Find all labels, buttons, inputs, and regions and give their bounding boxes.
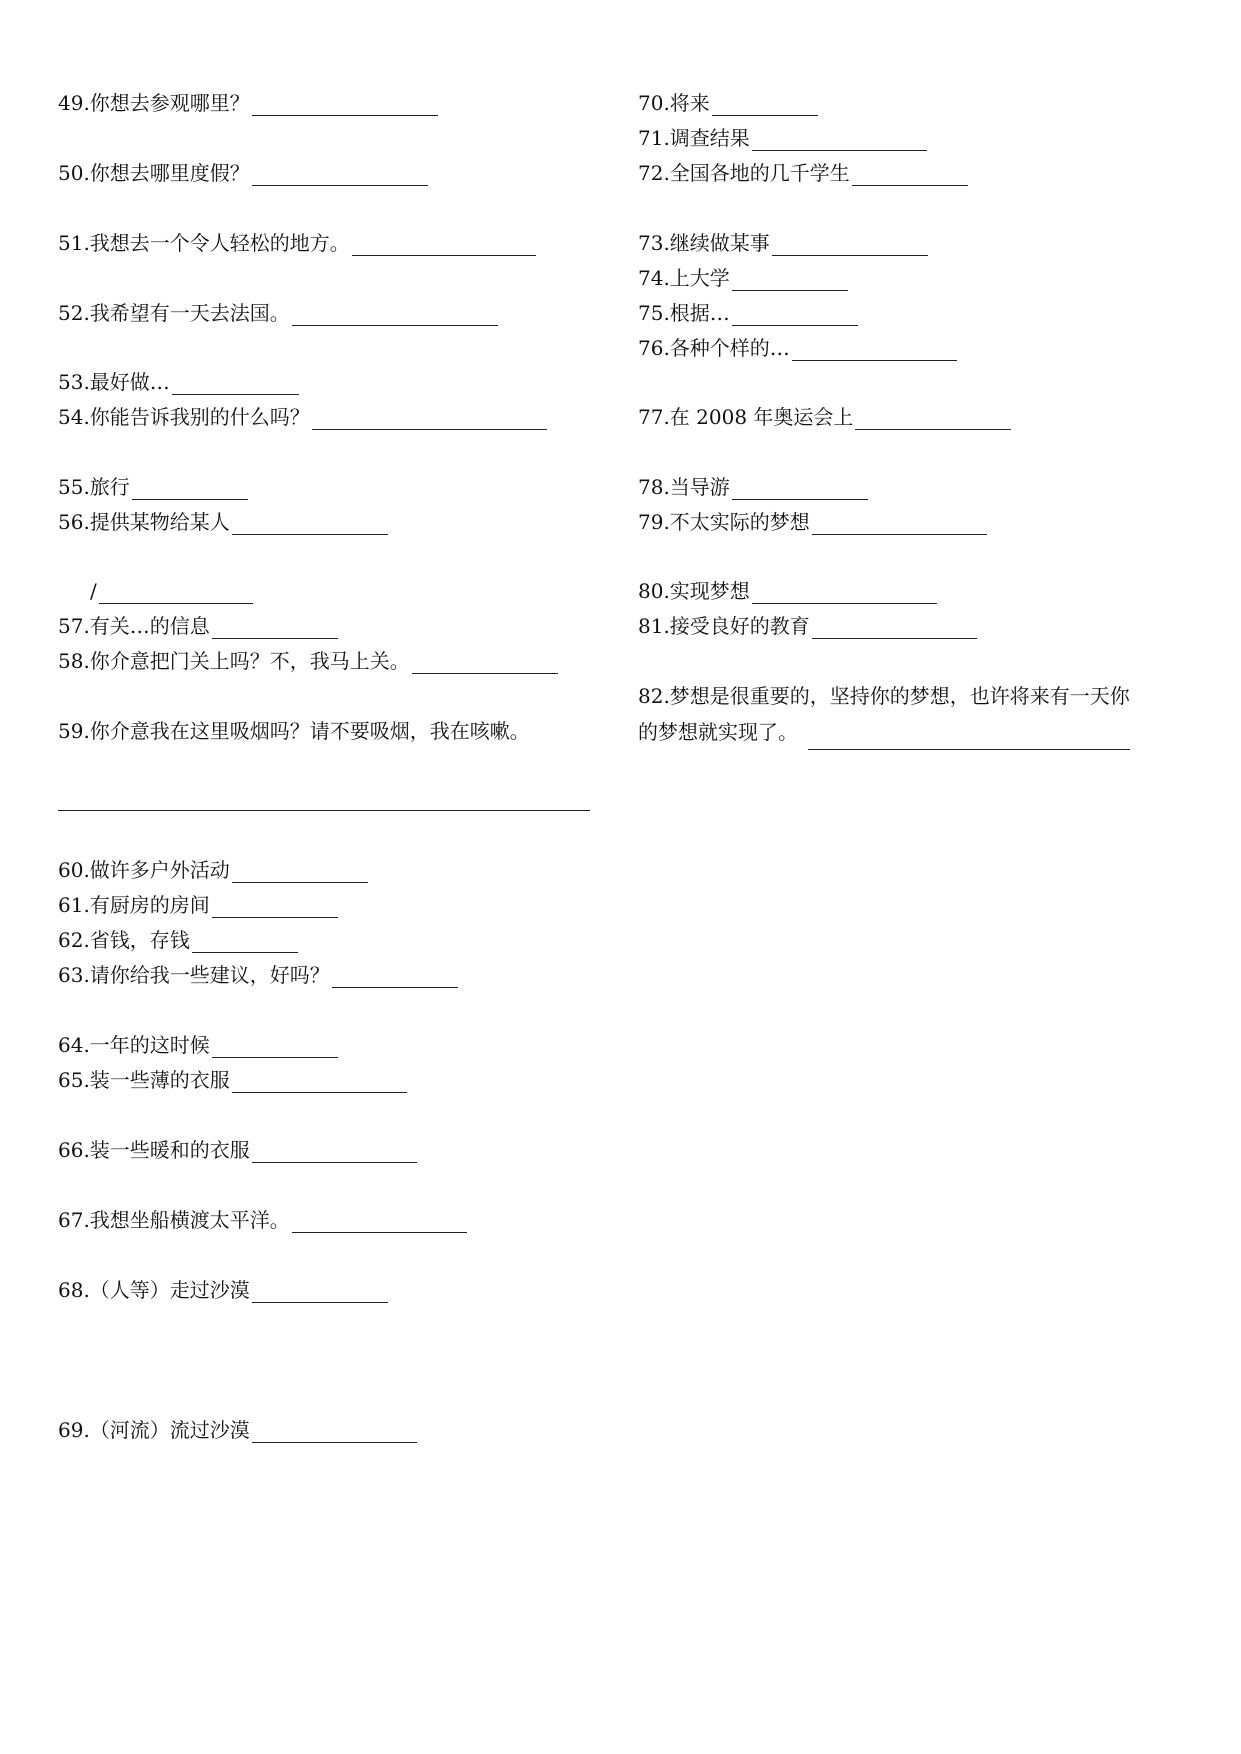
answer-blank[interactable] [332, 965, 458, 988]
answer-blank[interactable] [312, 407, 547, 430]
question-61 [58, 892, 338, 918]
question-text: 64.一年的这时候 [58, 1033, 210, 1057]
question-70 [638, 90, 818, 116]
answer-blank[interactable] [808, 727, 1130, 750]
question-text: 73.继续做某事 [638, 231, 770, 255]
question-text: 79.不太实际的梦想 [638, 510, 810, 534]
answer-blank[interactable] [212, 1035, 338, 1058]
question-66 [58, 1137, 417, 1163]
question-text: 58.你介意把门关上吗？不，我马上关。 [58, 649, 410, 673]
question-text: 51.我想去一个令人轻松的地方。 [58, 231, 350, 255]
question-60 [58, 857, 368, 883]
question-52 [58, 300, 498, 326]
question-59 [58, 718, 530, 744]
answer-blank[interactable] [252, 1140, 417, 1163]
question-text: 54.你能告诉我别的什么吗？ [58, 405, 310, 429]
question-72 [638, 160, 968, 186]
question-74 [638, 265, 848, 291]
answer-blank[interactable] [412, 651, 558, 674]
question-text-line2: 的梦想就实现了。 [638, 720, 798, 744]
question-text: 68.（人等）走过沙漠 [58, 1278, 250, 1302]
question-text: 65.装一些薄的衣服 [58, 1068, 230, 1092]
question-text: 55.旅行 [58, 475, 130, 499]
question-64 [58, 1032, 338, 1058]
question-text: 59.你介意我在这里吸烟吗？请不要吸烟，我在咳嗽。 [58, 719, 530, 743]
slash-separator: / [90, 579, 97, 603]
question-71 [638, 125, 927, 151]
answer-blank[interactable] [192, 930, 298, 953]
question-text: 81.接受良好的教育 [638, 614, 810, 638]
question-65 [58, 1067, 407, 1093]
question-text: 71.调查结果 [638, 126, 750, 150]
question-text: 76.各种个样的… [638, 336, 790, 360]
answer-blank[interactable] [232, 512, 388, 535]
question-text: 72.全国各地的几千学生 [638, 161, 850, 185]
question-text: 49.你想去参观哪里？ [58, 91, 250, 115]
question-80 [638, 578, 937, 604]
question-55 [58, 474, 248, 500]
question-text: 67.我想坐船横渡太平洋。 [58, 1208, 290, 1232]
answer-blank[interactable] [172, 372, 299, 395]
question-text: 78.当导游 [638, 475, 730, 499]
question-text: 70.将来 [638, 91, 710, 115]
question-58 [58, 648, 558, 674]
question-text: 61.有厨房的房间 [58, 893, 210, 917]
question-73 [638, 230, 928, 256]
question-82 [638, 678, 1130, 750]
answer-blank[interactable] [812, 616, 977, 639]
question-text: 57.有关…的信息 [58, 614, 210, 638]
question-text-line1: 82.梦想是很重要的，坚持你的梦想，也许将来有一天你 [638, 684, 1130, 708]
answer-blank[interactable] [855, 407, 1011, 430]
question-text: 50.你想去哪里度假？ [58, 161, 250, 185]
question-text: 53.最好做… [58, 370, 170, 394]
question-text: 77.在 2008 年奥运会上 [638, 405, 854, 429]
question-text: 69.（河流）流过沙漠 [58, 1418, 250, 1442]
answer-blank[interactable] [752, 581, 937, 604]
answer-blank[interactable] [752, 128, 927, 151]
question-51 [58, 230, 536, 256]
question-text: 74.上大学 [638, 266, 730, 290]
question-49 [58, 90, 438, 116]
answer-line-59[interactable] [58, 810, 590, 811]
question-text: 75.根据… [638, 301, 730, 325]
question-81 [638, 613, 977, 639]
answer-blank[interactable] [732, 477, 868, 500]
question-text: 60.做许多户外活动 [58, 858, 230, 882]
question-54 [58, 404, 547, 430]
question-text: 62.省钱，存钱 [58, 928, 190, 952]
question-63 [58, 962, 458, 988]
answer-blank[interactable] [772, 233, 928, 256]
answer-blank[interactable] [792, 338, 957, 361]
answer-blank[interactable] [232, 1070, 407, 1093]
question-67 [58, 1207, 467, 1233]
answer-blank[interactable] [252, 1420, 417, 1443]
answer-blank[interactable] [252, 1280, 388, 1303]
question-75 [638, 300, 858, 326]
answer-blank[interactable] [292, 1210, 467, 1233]
answer-blank[interactable] [712, 93, 818, 116]
answer-blank[interactable] [812, 512, 987, 535]
answer-blank[interactable] [852, 163, 968, 186]
answer-blank[interactable] [232, 860, 368, 883]
answer-blank[interactable] [252, 163, 428, 186]
question-56 [58, 509, 388, 535]
answer-blank[interactable] [292, 303, 498, 326]
answer-blank[interactable] [132, 477, 248, 500]
question-62 [58, 927, 298, 953]
answer-blank[interactable] [252, 93, 438, 116]
question-69 [58, 1417, 417, 1443]
question-79 [638, 509, 987, 535]
answer-blank[interactable] [352, 233, 536, 256]
answer-blank[interactable] [212, 895, 338, 918]
question-78 [638, 474, 868, 500]
question-68 [58, 1277, 388, 1303]
answer-blank[interactable] [99, 581, 253, 604]
question-text: 66.装一些暖和的衣服 [58, 1138, 250, 1162]
question-text: 52.我希望有一天去法国。 [58, 301, 290, 325]
answer-blank[interactable] [732, 268, 848, 291]
question-text: 80.实现梦想 [638, 579, 750, 603]
question-57 [58, 613, 338, 639]
answer-blank[interactable] [732, 303, 858, 326]
question-53 [58, 369, 299, 395]
question-text: 56.提供某物给某人 [58, 510, 230, 534]
question-77 [638, 404, 1011, 430]
answer-blank[interactable] [212, 616, 338, 639]
question-50 [58, 160, 428, 186]
question-56-alt [90, 578, 253, 604]
question-text: 63.请你给我一些建议，好吗？ [58, 963, 330, 987]
question-76 [638, 335, 957, 361]
